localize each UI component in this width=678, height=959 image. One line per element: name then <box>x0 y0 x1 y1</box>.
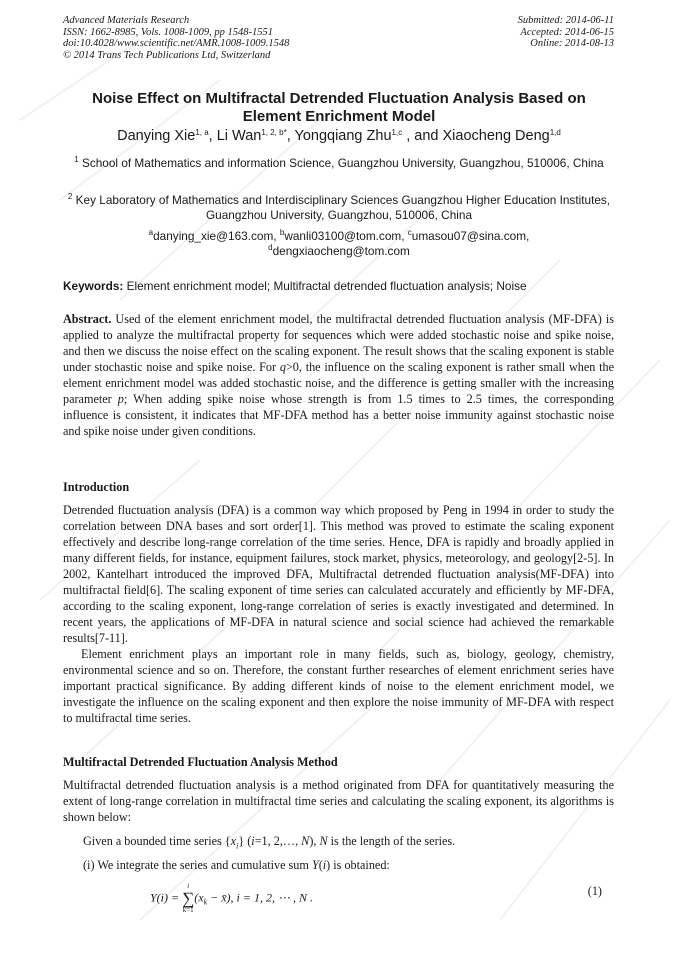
section-heading-introduction: Introduction <box>63 480 130 494</box>
journal-name: Advanced Materials Research <box>63 15 190 26</box>
keywords-text: Element enrichment model; Multifractal detrended fluctuation analysis; Noise <box>123 279 527 293</box>
section-heading-method: Multifractal Detrended Fluctuation Analysis Method <box>63 755 338 769</box>
email-link[interactable]: umasou07@sina.com, <box>411 229 530 243</box>
email-link[interactable]: danying_xie@163.com, <box>153 229 280 243</box>
author-name: Danying Xie <box>117 128 196 144</box>
equation-number: (1) <box>587 884 602 898</box>
affiliation-2: $^2$ Key Laboratory of Mathematics and Interdisciplinary Sciences Guangzhou Higher Education Institutes, Guangzhou University, Guangzhou, 510006, China <box>67 192 611 222</box>
header-right <box>518 15 614 50</box>
paper-title: Noise Effect on Multifractal Detrended Fluctuation Analysis Based on Element Enrichment Model <box>92 90 586 125</box>
author-list: Danying Xie$^{1, a}$, Li Wan$^{1, 2, b*}$, Yongqiang Zhu$^{1,c}$ , and Xiaocheng Deng$^{1,d}$ <box>117 128 561 144</box>
keywords <box>63 279 614 294</box>
email-link[interactable]: dengxiaocheng@tom.com <box>272 244 410 258</box>
equation-1: Y(i) = i ∑ k=1 ($x_k$ − x̄), i = 1, 2, ⋯ , N . <box>150 882 313 914</box>
email-link[interactable]: wanli03100@tom.com, <box>284 229 408 243</box>
paragraph: Element enrichment plays an important role in many fields, such as, biology, geology, chemistry, environmental science and so on. Therefore, the constant further researches of element enrichment series have important practical significance. By adding different kinds of noise to the element enrichment model, we investigate the influence on the scaling exponent and then explore the noise immunity of MF-DFA with respect to multifractal time series. <box>63 647 614 725</box>
abstract-label: Abstract. <box>63 312 112 326</box>
accepted-date: Accepted: 2014-06-15 <box>520 26 614 38</box>
header-left <box>63 15 289 61</box>
author-name: , and Xiaocheng Deng <box>402 128 550 144</box>
paragraph: Detrended fluctuation analysis (DFA) is a common way which proposed by Peng in 1994 in order to study the correlation between DNA bases and sort order[1]. This method was proved to estimate the scaling exponent effectively and describe long-range correlation of the time series. Hence, DFA is rapidly and broadly applied in many different fields, for instance, equipment failures, stock market, physics, meteorology, and geology[2-5]. In 2002, Kantelhart introduced the improved DFA, Multifractal detrended fluctuation analysis(MF-DFA) into multifractal field[6]. The scaling exponent of time series can calculated accurately and efficiently by MF-DFA, according to the scaling exponent, long-range correlation of series is exactly investigated and determined. In recent years, the applications of MF-DFA in natural science and social science had achieved the remarkable results[7-11]. <box>63 503 614 645</box>
keywords-label: Keywords: <box>63 279 124 293</box>
given-series-line: Given a bounded time series $\{x_i\}$ (i=1, 2,…, N), N is the length of the series. <box>83 834 456 851</box>
author-name: , Li Wan <box>208 128 262 144</box>
affiliation-1: $^1$ School of Mathematics and information Science, Guangzhou University, Guangzhou, 510006, China <box>74 155 604 170</box>
introduction-body <box>63 502 614 726</box>
online-date: Online: 2014-08-13 <box>530 38 614 49</box>
paragraph: Multifractal detrended fluctuation analysis is a method originated from DFA for quantitatively measuring the extent of long-range correlation in multifractal time series and calculating the scaling exponent, its algorithms is shown below: <box>63 778 614 824</box>
author-name: , Yongqiang Zhu <box>286 128 392 144</box>
author-emails: $^a$danying_xie@163.com, $^b$wanli03100@tom.com, $^c$umasou07@sina.com, $^d$dengxiaocheng@tom.com <box>148 228 530 258</box>
copyright-line: © 2014 Trans Tech Publications Ltd, Switzerland <box>63 49 271 61</box>
submitted-date: Submitted: 2014-06-11 <box>517 15 614 26</box>
issn-line: ISSN: 1662-8985, Vols. 1008-1009, pp 1548-1551 <box>63 26 273 38</box>
step-1-line: (i) We integrate the series and cumulative sum Y(i) is obtained: <box>83 858 390 872</box>
abstract: Abstract. Used of the element enrichment model, the multifractal detrended fluctuation analysis (MF-DFA) is applied to analyze the multifractal property for sequences which were added stochastic noise and spike noise, and then we discuss the noise effect on the scaling exponent. The result shows that the scaling exponent is stable under stochastic noise and spike noise. For q>0, the influence on the scaling exponent is rather small when the element enrichment model was added stochastic noise, and the difference is getting smaller with the increasing parameter p; When adding spike noise whose strength is from 1.5 times to 2.5 times, the corresponding influence is consistent, it indicates that MF-DFA method has a better noise immunity against stochastic noise and spike noise under given conditions. <box>63 312 615 438</box>
doi-line: doi:10.4028/www.scientific.net/AMR.1008-1009.1548 <box>63 38 290 49</box>
